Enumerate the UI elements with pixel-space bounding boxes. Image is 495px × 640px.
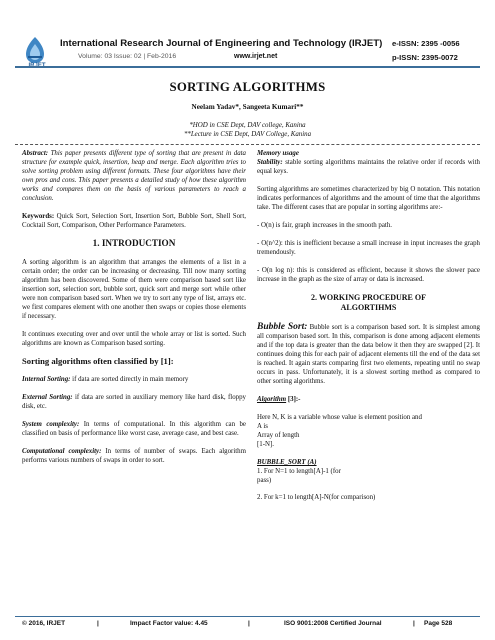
bubble-sort-label: Bubble Sort: [257, 322, 308, 332]
internal-sorting [22, 375, 246, 384]
footer-separator-3: | [413, 620, 415, 627]
journal-name: International Research Journal of Engineering and Technology (IRJET) [60, 38, 383, 49]
external-sorting-text: if data are sorted in auxiliary memory like hard disk, floppy disk, etc. [22, 394, 246, 410]
footer-copyright: © 2016, IRJET [22, 620, 66, 627]
system-complexity [22, 420, 246, 438]
section-2-heading [257, 293, 480, 313]
header-divider [15, 66, 480, 68]
stability-label: Stability: [257, 159, 283, 166]
step-1-line-1: 1. For N=1 to length[A]-1 (for [257, 468, 341, 475]
internal-sorting-label: Internal Sorting: [22, 376, 71, 383]
paper-authors: Neelam Yadav*, Sangeeta Kumari** [191, 103, 304, 111]
footer-page-number: Page 528 [424, 620, 453, 627]
irjet-logo-icon [22, 35, 48, 65]
affiliation-1: *HOD in CSE Dept, DAV college, Kanina [189, 122, 306, 129]
algorithm-label: Algorithm [257, 396, 287, 403]
title-divider [15, 144, 480, 145]
keywords [22, 212, 246, 230]
journal-website-link[interactable]: www.irjet.net [234, 53, 278, 60]
volume-issue: Volume: 03 Issue: 02 | Feb-2016 [78, 53, 177, 60]
memory-usage: Memory usage [257, 150, 299, 157]
variable-description [257, 413, 480, 449]
big-o-paragraph: Sorting algorithms are sometimes characterized by big O notation. This notation indicates performances of algorithms and the amount of time that the algorithms take. The different cases that are popular in sorting algorithms are:- [257, 186, 480, 211]
variable-line-1: Here N, K is a variable whose value is element position and [257, 414, 422, 421]
intro-paragraph-1: A sorting algorithm is an algorithm that arranges the elements of a list in a certain order; the order can be increasing or decreasing. Till now many sorting algorithm has been discovered. Some of them were comparison based sort like insertion sort, selection sort, bubble sort, quick sort and merge sort while other were non comparison based sort. When we try to sort any type of list, arrays etc. we first compares element with one another then swaps or copies those elements if necessary. [22, 259, 246, 320]
footer-impact-factor: Impact Factor value: 4.45 [130, 620, 208, 627]
left-column [22, 149, 246, 474]
external-sorting-label: External Sorting: [22, 394, 73, 401]
stability-text: stable sorting algorithms maintains the relative order if records with equal keys. [257, 159, 480, 175]
keywords-text: Quick Sort, Selection Sort, Insertion Sort, Bubble Sort, Shell Sort, Cocktail Sort, Comparison, Other Performance Parameters. [22, 213, 246, 229]
e-issn: e-ISSN: 2395 -0056 [392, 39, 460, 48]
section-2-heading-line-2: ALGORTIHMS [340, 303, 397, 312]
step-2: 2. For k=1 to length[A]-N(for comparison) [257, 494, 376, 501]
paper-title: SORTING ALGORITHMS [169, 80, 326, 94]
intro-paragraph-2: It continues executing over and over until the whole array or list is sorted. Such algorithms are known as Comparison based sorting. [22, 331, 246, 347]
bubble-sort-code-title: BUBBLE_SORT (A) [257, 459, 317, 466]
stability [257, 158, 480, 176]
internal-sorting-text: if data are sorted directly in main memory [70, 376, 189, 383]
algorithm-heading [257, 395, 480, 404]
footer-separator-1: | [97, 620, 99, 627]
computational-complexity-text: In terms of number of swaps. Each algorithm performs various numbers of swaps in order to sort. [22, 448, 246, 464]
section-1-heading: 1. INTRODUCTION [92, 238, 176, 248]
algorithm-ref: [3]:- [286, 396, 301, 403]
bubble-sort-paragraph [257, 323, 480, 386]
classification-heading: Sorting algorithms often classified by [1]: [22, 356, 174, 366]
case-o-n-log-n: - O(n log n): this is considered as efficient, because it shows the slower pace increase in the graph as the size of array or data is increased. [257, 267, 480, 283]
journal-header [0, 0, 495, 74]
footer-iso: ISO 9001:2008 Certified Journal [284, 620, 382, 627]
keywords-label: Keywords: [22, 213, 55, 220]
footer-divider [15, 616, 480, 617]
variable-line-3: Array of length [257, 432, 300, 439]
external-sorting [22, 393, 246, 411]
variable-line-2: A is [257, 423, 268, 430]
section-2-heading-line-1: 2. WORKING PROCEDURE OF [311, 293, 426, 302]
bubble-sort-text: Bubble sort is a comparison based sort. It is simplest among all comparison based sort. In this, comparison is done among adjacent elements and if the top data is greater than the data below it then they are swapped [2]. It continues doing this for each pair of adjacent elements till the end of the data set is reached. It again starts comparing first two elements, repeating until no swap occurs in pass. Unfortunately, it is a slowest sorting method as compared to other sorting algorithms. [257, 324, 480, 385]
p-issn: p-ISSN: 2395-0072 [392, 53, 458, 62]
system-complexity-text: In terms of computational. In this algorithm can be classified on basis of performance like worst case, average case, and best case. [22, 421, 246, 437]
case-o-n-squared: - O(n^2): this is inefficient because a small increase in input increases the graph tremendously. [257, 240, 480, 256]
abstract-text: This paper presents different type of sorting that are present in data structure for example quick, insertion, heap and merge. Each algorithm tries to solve sorting problem using different formats. These four algorithms have their own pros and cons. This paper presents a detailed study of how these algorithm works and compares them on the basis of various parameters to reach a conclusion. [22, 150, 246, 202]
variable-line-4: [1-N]. [257, 441, 275, 448]
abstract-label: Abstract: [22, 150, 49, 157]
step-1-line-2: pass) [257, 477, 272, 484]
system-complexity-label: System complexity: [22, 421, 80, 428]
right-column [257, 149, 480, 502]
case-o-n: - O(n) is fair, graph increases in the smooth path. [257, 222, 393, 229]
abstract [22, 149, 246, 203]
computational-complexity-label: Computational complexity: [22, 448, 102, 455]
step-1 [257, 467, 480, 485]
footer-separator-2: | [248, 620, 250, 627]
affiliation-2: **Lecture in CSE Dept, DAV College, Kanina [183, 131, 312, 138]
computational-complexity [22, 447, 246, 465]
